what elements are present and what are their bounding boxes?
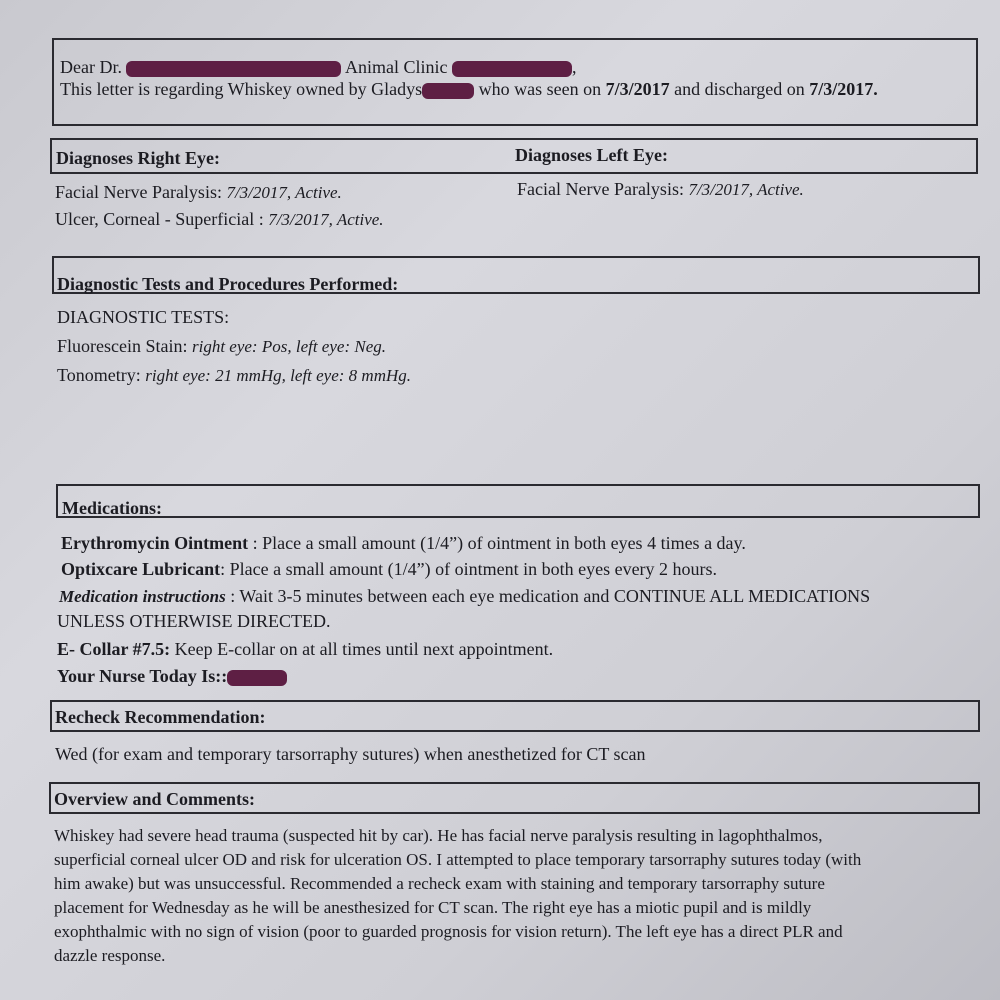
redacted-owner-surname	[422, 83, 474, 99]
overview-line: Whiskey had severe head trauma (suspected hit by car). He has facial nerve paralysis resulting in lagophthalmos,	[54, 826, 823, 845]
discharged-text: and discharged on	[674, 79, 805, 99]
ecollar-line: E- Collar #7.5: Keep E-collar on at all times until next appointment.	[57, 639, 554, 659]
diagnostics-header: Diagnostic Tests and Procedures Performed:	[57, 274, 399, 294]
recheck-header: Recheck Recommendation:	[55, 707, 266, 727]
medication-optixcare: Optixcare Lubricant: Place a small amount (1/4”) of ointment in both eyes every 2 hours.	[61, 559, 718, 579]
redacted-clinic-detail	[452, 61, 572, 77]
salutation-line: Dear Dr. Animal Clinic ,	[60, 57, 577, 77]
diagnoses-right-header: Diagnoses Right Eye:	[56, 148, 221, 168]
medication-instructions-cont: UNLESS OTHERWISE DIRECTED.	[57, 611, 331, 631]
recheck-text: Wed (for exam and temporary tarsorraphy sutures) when anesthetized for CT scan	[55, 744, 646, 764]
right-diagnosis-1: Facial Nerve Paralysis: 7/3/2017, Active.	[55, 182, 342, 202]
clinic-name: Animal Clinic	[345, 57, 448, 77]
seen-date: 7/3/2017	[605, 79, 670, 99]
medications-header-box	[56, 484, 980, 518]
diagnoses-left-header: Diagnoses Left Eye:	[515, 145, 668, 165]
overview-comments	[54, 824, 984, 968]
overview-line: superficial corneal ulcer OD and risk for ulceration OS. I attempted to place temporary tarsorraphy sutures today (with	[54, 850, 862, 869]
overview-line: exophthalmic with no sign of vision (poor to guarded prognosis for vision return). The left eye has a direct PLR and	[54, 922, 843, 941]
medication-instructions: Medication instructions : Wait 3-5 minutes between each eye medication and CONTINUE ALL MEDICATIONS	[59, 586, 871, 606]
medications-header: Medications:	[62, 498, 162, 518]
regarding-text: This letter is regarding Whiskey owned by Gladys	[60, 79, 423, 99]
test-fluorescein: Fluorescein Stain: right eye: Pos, left eye: Neg.	[57, 336, 386, 356]
nurse-line: Your Nurse Today Is::	[57, 665, 287, 687]
salutation: Dear Dr.	[60, 57, 122, 77]
medication-erythromycin: Erythromycin Ointment : Place a small amount (1/4”) of ointment in both eyes 4 times a day.	[61, 533, 746, 553]
test-tonometry: Tonometry: right eye: 21 mmHg, left eye: 8 mmHg.	[57, 365, 412, 385]
redacted-nurse-name	[227, 670, 287, 686]
seen-text: who was seen on	[478, 79, 602, 99]
overview-header: Overview and Comments:	[54, 789, 255, 809]
right-diagnosis-2: Ulcer, Corneal - Superficial : 7/3/2017, Active.	[55, 209, 384, 229]
overview-line: placement for Wednesday as he will be anesthesized for CT scan. The right eye has a miotic pupil and is mildly	[54, 898, 812, 917]
regarding-line	[60, 78, 878, 100]
overview-line: him awake) but was unsuccessful. Recommended a recheck exam with staining and temporary tarsorraphy suture	[54, 874, 825, 893]
left-diagnosis-1: Facial Nerve Paralysis: 7/3/2017, Active.	[517, 179, 804, 199]
diagnostics-subheader: DIAGNOSTIC TESTS:	[57, 307, 230, 327]
discharged-date: 7/3/2017.	[809, 79, 878, 99]
redacted-doctor-name	[126, 61, 341, 77]
overview-line: dazzle response.	[54, 946, 166, 965]
